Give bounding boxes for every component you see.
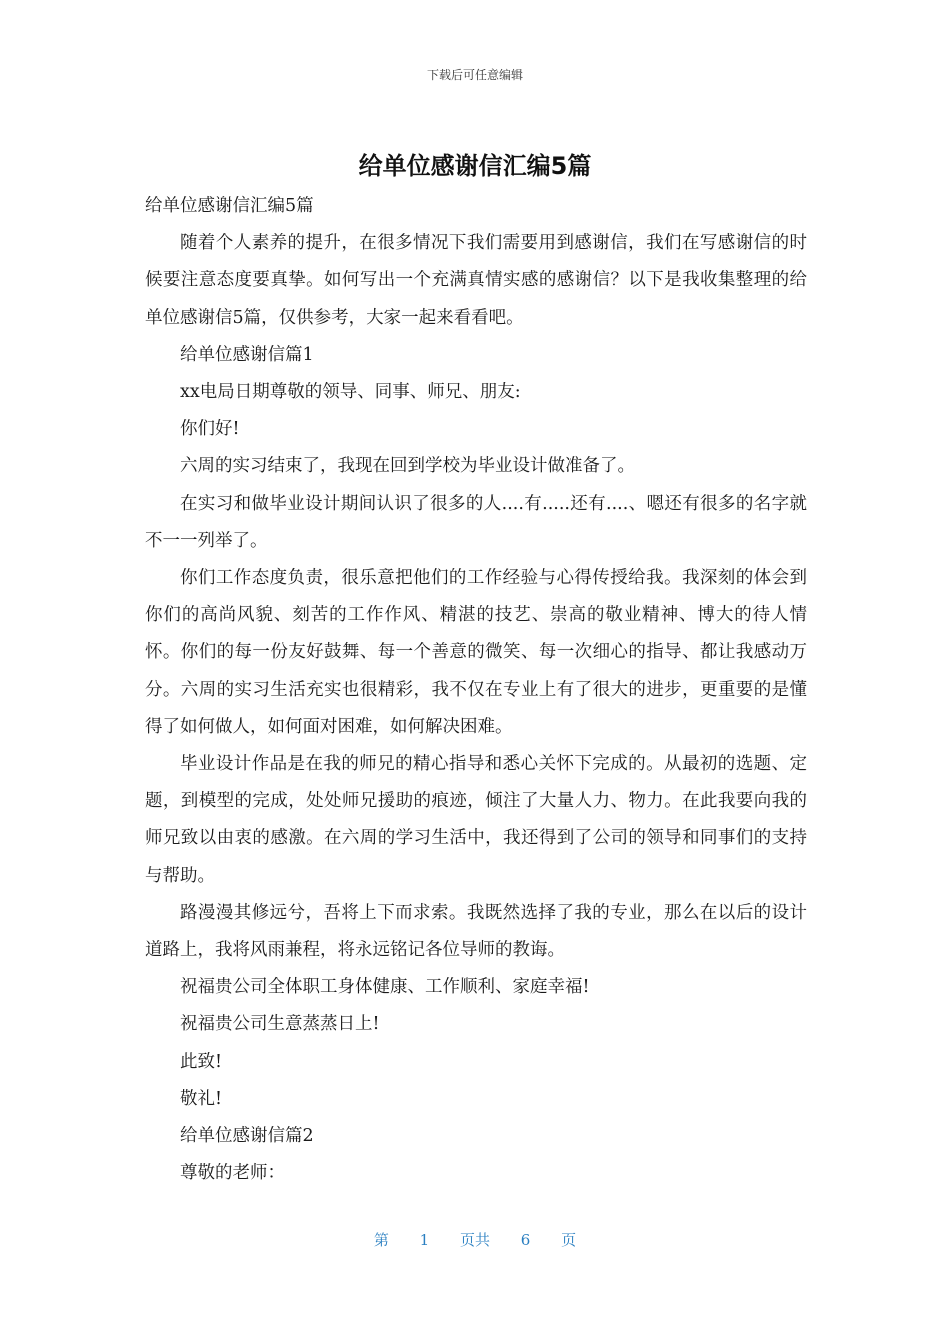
greeting-paragraph: 你们好! [180,419,240,440]
header-note: 下载后可任意编辑 [426,68,523,82]
intro-paragraph: 随着个人素养的提升，在很多情况下我们需要用到感谢信，我们在写感谢信的时候要注意态度要真挚。如何写出一个充满真情实感的感谢信？以下是我收集整理的给单位感谢信5篇，仅供参考，大家一起来看看吧。 [145,233,807,328]
document-body [145,188,807,1192]
footer-label-of: 页共 [459,1231,490,1249]
body-paragraph: 毕业设计作品是在我的师兄的精心指导和悉心关怀下完成的。从最初的选题、定题，到模型的完成，处处师兄援助的痕迹，倾注了大量人力、物力。在此我要向我的师兄致以由衷的感激。在六周的学习生活中，我还得到了公司的领导和同事们的支持与帮助。 [145,754,807,886]
salutation-paragraph: xx电局日期尊敬的领导、同事、师兄、朋友: [180,382,521,403]
footer-total-pages: 6 [520,1231,531,1249]
section-heading-2: 给单位感谢信篇2 [180,1126,314,1147]
body-paragraph: 路漫漫其修远兮，吾将上下而求索。我既然选择了我的专业，那么在以后的设计道路上，我将风雨兼程，将永远铭记各位导师的教诲。 [145,902,807,961]
subtitle-paragraph: 给单位感谢信汇编5篇 [145,196,314,216]
closing-paragraph: 此致! [180,1051,223,1072]
body-paragraph: 在实习和做毕业设计期间认识了很多的人....有.....还有....、嗯还有很多的名字就不一一列举了。 [145,493,807,551]
footer-label-pages: 页 [561,1231,577,1249]
footer-label-page: 第 [373,1231,389,1249]
closing-paragraph: 敬礼! [180,1088,223,1109]
document-title: 给单位感谢信汇编5篇 [358,152,592,180]
body-paragraph: 你们工作态度负责，很乐意把他们的工作经验与心得传授给我。我深刻的体会到你们的高尚风貌、刻苦的工作作风、精湛的技艺、崇高的敬业精神、博大的待人情怀。你们的每一份友好鼓舞、每一个善意的微笑、每一次细心的指导、都让我感动万分。六周的实习生活充实也很精彩，我不仅在专业上有了很大的进步，更重要的是懂得了如何做人，如何面对困难，如何解决困难。 [145,568,807,737]
footer-current-page: 1 [419,1231,430,1249]
salutation-paragraph: 尊敬的老师： [180,1163,285,1184]
wish-paragraph: 祝福贵公司生意蒸蒸日上! [180,1014,380,1035]
page-footer [0,1229,950,1250]
body-paragraph: 六周的实习结束了，我现在回到学校为毕业设计做准备了。 [180,456,635,477]
section-heading-1: 给单位感谢信篇1 [180,344,314,365]
wish-paragraph: 祝福贵公司全体职工身体健康、工作顺利、家庭幸福! [180,977,590,998]
